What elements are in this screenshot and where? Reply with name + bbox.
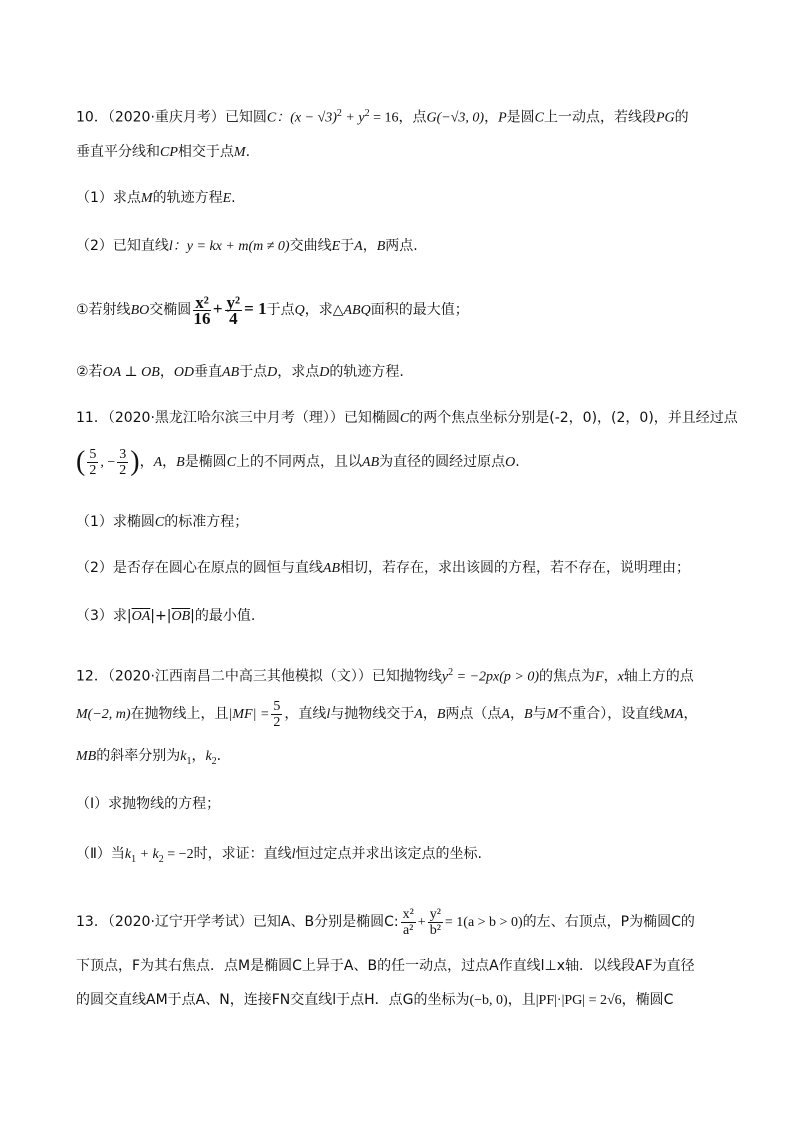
denominator: a² [402,922,414,938]
fraction [271,699,282,730]
math: O [505,455,516,470]
math: |MF| = [228,707,270,722]
math: (x − √3) [290,110,337,126]
text: |的最小值. [190,608,256,624]
text: ，且 [507,992,536,1008]
numerator: y² [226,292,241,312]
text: 交椭圆 [149,302,192,318]
text: ， [683,706,698,722]
math: C： [266,110,291,126]
text: ， [422,706,437,722]
text: 面积的最大值； [370,302,469,318]
math: B [376,239,386,254]
math: k [180,749,187,764]
text: 的两个焦点坐标分别是(-2，0)，(2，0)，并且经过点 [409,410,738,426]
q10-part1 [76,188,236,209]
denominator: 2 [89,462,97,478]
math: B [436,707,446,722]
math: OA ⊥ OB [102,365,160,380]
text: . [216,748,222,764]
math: C [154,515,165,530]
text: . [231,190,236,206]
text: |+| [150,608,172,624]
numerator: y² [429,906,441,922]
math: l：y = kx + m(m ≠ 0) [168,239,290,254]
text: 轴上方的点 [623,668,694,685]
fraction [225,292,243,328]
text: ，求点 [277,364,320,380]
text: 是椭圆 [184,454,227,470]
text: 时，求证：直线 [193,846,292,862]
denominator: 2 [119,462,127,478]
fraction [401,907,416,938]
math: = 16 [369,110,399,126]
text: 11．（2020·黑龙江哈尔滨三中月考（理））已知椭圆 [76,410,400,426]
text: 两点. [385,238,418,254]
text: ， [139,454,154,470]
denominator: b² [429,922,441,938]
math: = 1(a > b > 0) [444,915,523,930]
text: 交曲线 [289,238,332,254]
math: D [319,365,330,380]
q11-line2 [76,442,520,483]
numerator: x² [402,906,414,922]
text: 与 [532,706,547,722]
q12-line3 [76,746,221,772]
math: A [354,239,363,254]
vector: $\overline{OB}$ [171,609,191,624]
fraction [117,447,128,478]
denominator: 2 [273,714,281,730]
math: BO [130,303,150,318]
q11-part3 [76,606,255,627]
q13-line1 [76,902,695,943]
text: 下顶点，F为其右焦点．点M是椭圆C上异于A、B的任一动点，过点A作直线l⊥x轴．以线段AF为直径 [76,958,695,974]
denominator: 16 [193,308,211,328]
math: C [399,411,410,426]
text: 在抛物线上，且 [130,706,229,722]
text: ，求△ [304,302,344,318]
text: 为直径的圆经过原点 [379,454,506,470]
text: （1）求椭圆 [76,514,155,530]
numerator: x² [195,292,209,312]
q12-part2 [76,844,482,870]
text: ， [484,109,499,126]
math: = −2px(p > 0) [453,669,540,685]
q12-line2 [76,694,697,735]
math: CP [160,145,178,160]
vector: $\overline{OA}$ [131,609,151,624]
math: A [153,455,163,470]
math: F [595,669,604,685]
math: M [233,145,246,160]
fraction [87,447,98,478]
text: 垂直平分线和 [76,144,160,160]
text: 上一动点，若线段 [543,109,656,126]
text: . [245,144,251,160]
math: M(−2, m) [76,707,131,722]
math: ABQ [343,303,371,318]
text: 垂直 [194,364,223,380]
text: 是圆 [506,109,535,126]
math: MA [663,707,684,722]
text: 相交于点 [177,144,234,160]
math: M [546,707,559,722]
text: ，直线 [284,706,327,722]
math: = 1 [244,299,267,318]
math: + [417,915,426,930]
math: 2 [364,108,370,119]
math: E [331,239,341,254]
text: 的标准方程； [164,514,249,530]
text: ②若 [76,364,103,380]
q11-part2 [76,558,690,579]
q13-line2 [76,956,695,976]
fraction [428,907,443,938]
text: （2）已知直线 [76,238,169,254]
math: C [534,110,544,126]
math: A [414,707,423,722]
text: 13．（2020·辽宁开学考试）已知A、B分别是椭圆C: [76,914,399,930]
q10-part2 [76,236,418,257]
text: 的 [674,109,689,126]
text: . [515,454,520,470]
math: |PF|·|PG| = 2√6 [535,993,622,1008]
math: MB [76,749,97,764]
math: l [291,847,296,862]
text: 的焦点为 [539,668,596,685]
math: 2 [211,755,217,767]
q10-line1 [76,104,689,129]
text: 10．（2020·重庆月考）已知圆 [76,109,267,126]
text: 12．（2020·江西南昌二中高三其他模拟（文））已知抛物线 [76,668,442,685]
math: P [498,110,507,126]
math: + [212,299,223,318]
numerator: 5 [89,446,97,462]
math: M [140,191,153,206]
text: ， [603,668,618,685]
math: 2 [448,667,454,678]
math: y [441,669,449,685]
text: 的左、右顶点，P为椭圆C的 [522,914,695,930]
math: E [222,191,232,206]
text: 恒过定点并求出该定点的坐标. [295,846,482,862]
text: 于点 [266,302,295,318]
text: ， [191,748,206,764]
math: k [124,847,132,862]
math: Q [294,303,305,318]
q12-part1 [76,794,220,814]
math: AB [322,561,341,576]
text: ， [509,706,524,722]
q10-line2 [76,142,250,163]
math: k [205,749,212,764]
text: ， [162,454,177,470]
q11-part1 [76,512,248,533]
math: 2 [336,108,342,119]
text: （1）求点 [76,190,141,206]
q10-sub2 [76,362,404,383]
text: （2）是否存在圆心在原点的圆恒与直线 [76,560,323,576]
text: 相切，若存在，求出该圆的方程，若不存在，说明理由； [340,560,691,576]
denominator: 4 [229,308,238,328]
math: PG [655,110,675,126]
math: AB [222,365,240,380]
math: B [176,455,185,470]
math: AB [362,455,380,470]
math: 2 [158,853,164,865]
math: A [501,707,510,722]
text: ， [362,238,377,254]
math: D [267,365,278,380]
text: （Ⅱ）当 [76,846,125,862]
text: 的轨迹方程 [152,190,223,206]
math: + y [341,110,365,126]
math: x [617,669,624,685]
text: 不重合），设直线 [558,706,664,722]
text: 的轨迹方程. [329,364,404,380]
text: ，点 [398,109,427,126]
text: 的斜率分别为 [96,748,181,764]
right-paren: ) [130,446,140,477]
math: OD [173,365,195,380]
q13-line3 [76,990,673,1011]
fraction [193,292,211,328]
math: C [226,455,237,470]
math: = −2 [163,847,194,862]
text: 上的不同两点，且以 [236,454,363,470]
math: l [326,707,331,722]
text: 两点（点 [445,706,502,722]
text: 于 [340,238,355,254]
text: ， [159,364,174,380]
text: ，椭圆C [621,992,674,1008]
numerator: 5 [273,698,281,714]
text: （3）求| [76,608,132,624]
text: 与抛物线交于 [330,706,415,722]
q11-line1 [76,408,738,429]
numerator: 3 [119,446,127,462]
comma-minus: , − [100,455,116,470]
math: (−b, 0) [469,993,508,1008]
math: + k [136,847,159,862]
math: 1 [186,755,192,767]
math: G(−√3, 0) [426,110,485,126]
text: ①若射线 [76,302,131,318]
text: （Ⅰ）求抛物线的方程； [76,796,221,812]
q10-sub1 [76,292,469,328]
text: 的圆交直线AM于点A、N，连接FN交直线l于点H．点G的坐标为 [76,992,470,1008]
text: 于点 [239,364,268,380]
q12-line1 [76,663,694,688]
math: B [523,707,533,722]
math: 1 [131,853,137,865]
left-paren: ( [76,446,86,477]
